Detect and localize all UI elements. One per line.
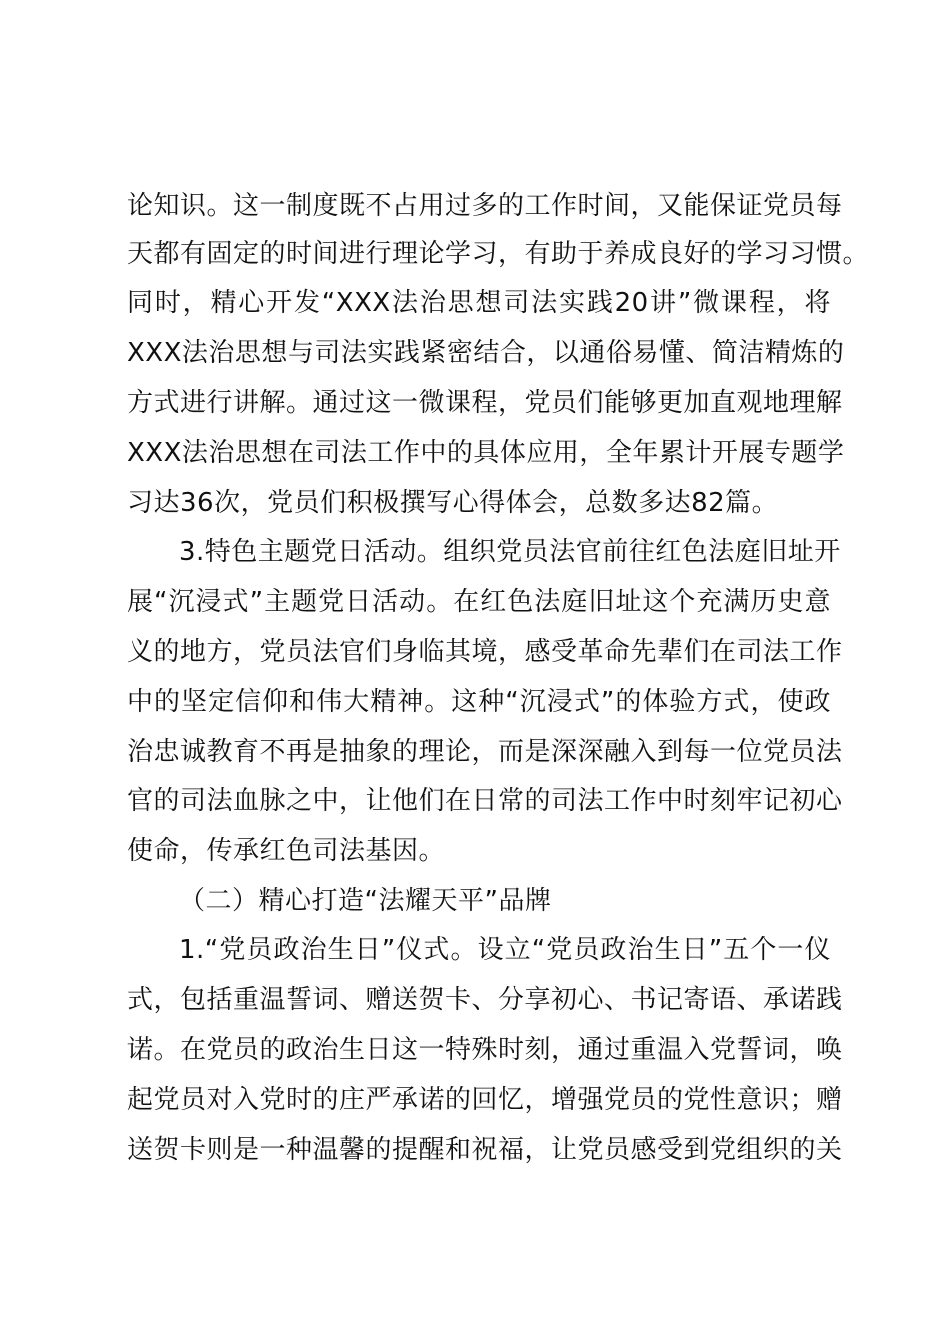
text-line: 使命，传承红色司法基因。: [127, 836, 446, 866]
text-line: 诺。在党员的政治生日这一特殊时刻，通过重温入党誓词，唤: [127, 1035, 843, 1065]
text-line: 天都有固定的时间进行理论学习，有助于养成良好的学习习惯。: [127, 239, 870, 269]
text-line: 展“沉浸式”主题党日活动。在红色法庭旧址这个充满历史意: [127, 587, 831, 617]
text-line: XXX法治思想与司法实践紧密结合，以通俗易懂、简洁精炼的: [127, 338, 845, 368]
text-line: 方式进行讲解。通过这一微课程，党员们能够更加直观地理解: [127, 388, 843, 418]
text-line: 送贺卡则是一种温馨的提醒和祝福，让党员感受到党组织的关: [127, 1135, 843, 1165]
text-line: 式，包括重温誓词、赠送贺卡、分享初心、书记寄语、承诺践: [127, 985, 843, 1015]
text-line: 3.特色主题党日活动。组织党员法官前往红色法庭旧址开: [179, 537, 841, 567]
text-line: 起党员对入党时的庄严承诺的回忆，增强党员的党性意识；赠: [127, 1085, 843, 1115]
text-line: 义的地方，党员法官们身临其境，感受革命先辈们在司法工作: [127, 637, 843, 667]
text-line: 官的司法血脉之中，让他们在日常的司法工作中时刻牢记初心: [127, 786, 843, 816]
text-line: 治忠诚教育不再是抽象的理论，而是深深融入到每一位党员法: [127, 737, 843, 767]
section-heading: （二）精心打造“法耀天平”品牌: [179, 886, 552, 916]
text-line: XXX法治思想在司法工作中的具体应用，全年累计开展专题学: [127, 438, 845, 468]
text-line: 中的坚定信仰和伟大精神。这种“沉浸式”的体验方式，使政: [127, 687, 831, 717]
text-line: 论知识。这一制度既不占用过多的工作时间，又能保证党员每: [127, 191, 843, 221]
text-line: 同时，精心开发“XXX法治思想司法实践20讲”微课程，将: [127, 288, 831, 318]
text-line: 习达36次，党员们积极撰写心得体会，总数多达82篇。: [127, 488, 779, 518]
text-line: 1.“党员政治生日”仪式。设立“党员政治生日”五个一仪: [179, 935, 831, 965]
